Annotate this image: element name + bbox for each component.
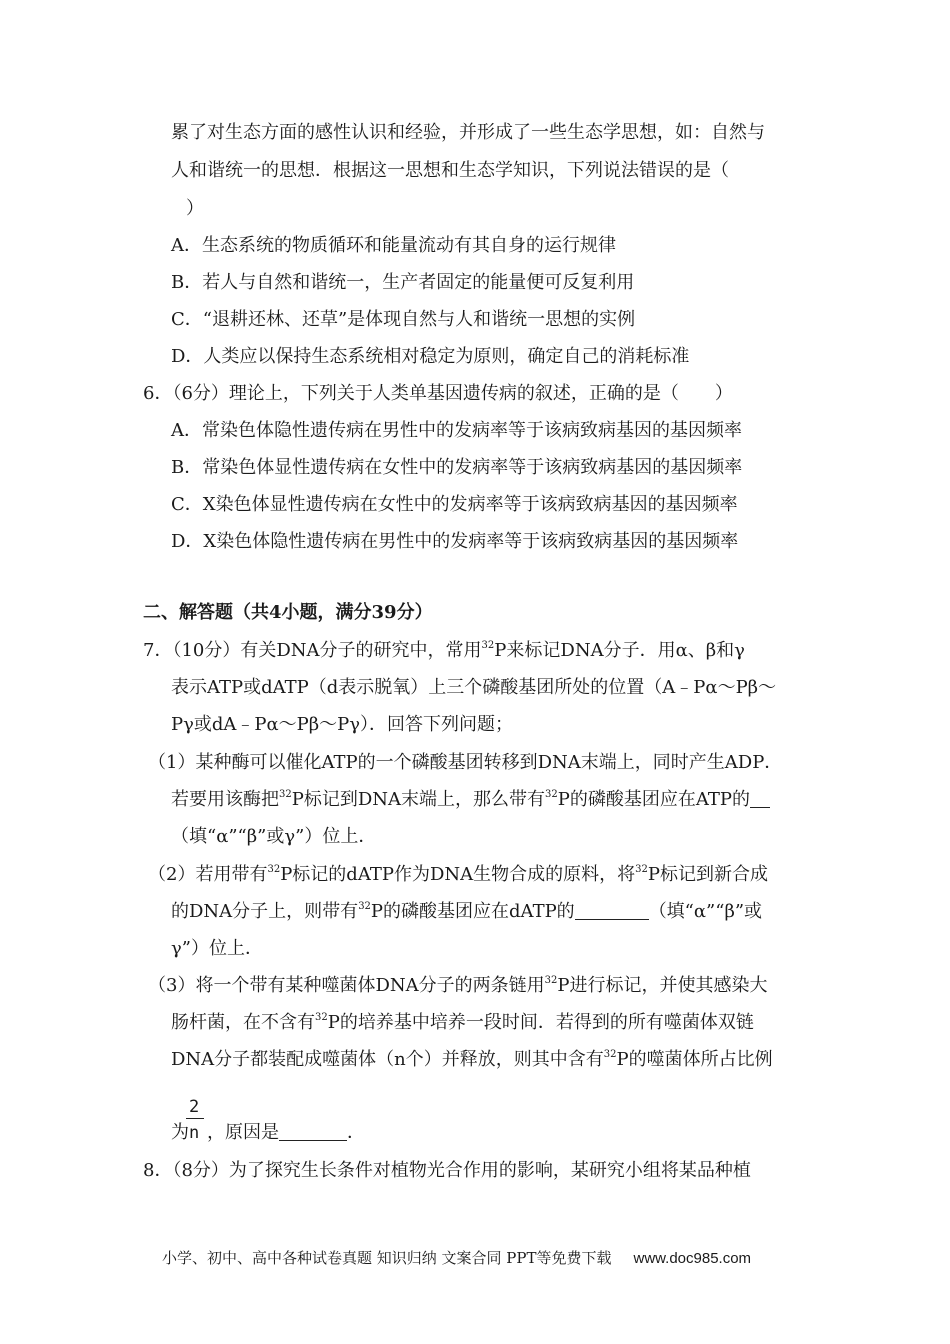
q5-option-a: A．生态系统的物质循环和能量流动有其自身的运行规律: [171, 235, 616, 256]
q7-part2-line-1: （2）若用带有$^{32}$P标记的dATP作为DNA生物合成的原料，将$^{32}$P标记到新合成: [148, 864, 768, 885]
q6-stem: 6．（6分）理论上，下列关于人类单基因遗传病的叙述，正确的是（ ）: [143, 383, 733, 404]
footer-url[interactable]: www.doc985.com: [633, 1250, 752, 1267]
fraction-numerator: 2: [189, 1097, 200, 1117]
q7-part3-line-1: （3）将一个带有某种噬菌体DNA分子的两条链用$^{32}$P进行标记，并使其感染大: [148, 975, 768, 996]
q5-option-d: D．人类应以保持生态系统相对稳定为原则，确定自己的消耗标准: [171, 346, 690, 367]
q7-stem-line-3: Pγ或dA﹣Pα～Pβ～Pγ）．回答下列问题；: [171, 714, 514, 735]
q7-stem-line-2: 表示ATP或dATP（d表示脱氧）上三个磷酸基团所处的位置（A﹣Pα～Pβ～: [171, 677, 777, 698]
q8-stem-line-1: 8．（8分）为了探究生长条件对植物光合作用的影响，某研究小组将某品种植: [143, 1160, 751, 1181]
page-footer: [162, 1247, 751, 1268]
q7-part1-line-1: （1）某种酶可以催化ATP的一个磷酸基团转移到DNA末端上，同时产生ADP．: [148, 752, 783, 773]
fraction-denominator: n: [189, 1123, 200, 1143]
q6-option-c: C．X染色体显性遗传病在女性中的发病率等于该病致病基因的基因频率: [171, 494, 738, 515]
q5-stem-line-1: 累了对生态方面的感性认识和经验，并形成了一些生态学思想，如：自然与: [171, 122, 765, 143]
q7-part3-line-4: 为n ，原因是 ．: [171, 1122, 365, 1143]
section-heading: 二、解答题（共4小题，满分39分）: [143, 602, 433, 623]
q7-part2-line-2: 的DNA分子上，则带有$^{32}$P的磷酸基团应在dATP的 （填“α”“β”或: [171, 901, 763, 922]
q7-part3-line-2: 肠杆菌，在不含有$^{32}$P的培养基中培养一段时间．若得到的所有噬菌体双链: [171, 1012, 754, 1033]
q5-option-b: B．若人与自然和谐统一，生产者固定的能量便可反复利用: [171, 272, 635, 293]
q7-part2-line-3: γ”）位上．: [171, 938, 263, 959]
q6-option-b: B．常染色体显性遗传病在女性中的发病率等于该病致病基因的基因频率: [171, 457, 743, 478]
answer-blank: [279, 1124, 347, 1141]
q5-option-c: C．“退耕还林、还草”是体现自然与人和谐统一思想的实例: [171, 309, 636, 330]
footer-text: 小学、初中、高中各种试卷真题 知识归纳 文案合同 PPT等免费下载: [162, 1249, 612, 1267]
answer-blank: [750, 791, 770, 808]
answer-blank: [575, 903, 649, 920]
q6-option-a: A．常染色体隐性遗传病在男性中的发病率等于该病致病基因的基因频率: [171, 420, 742, 441]
q5-stem-line-2: 人和谐统一的思想．根据这一思想和生态学知识，下列说法错误的是（: [171, 160, 729, 181]
q6-option-d: D．X染色体隐性遗传病在男性中的发病率等于该病致病基因的基因频率: [171, 531, 739, 552]
q7-part1-line-2: 若要用该酶把$^{32}$P标记到DNA末端上，那么带有$^{32}$P的磷酸基团应在ATP的: [171, 788, 770, 812]
q7-part3-line-3: DNA分子都装配成噬菌体（n个）并释放，则其中含有$^{32}$P的噬菌体所占比例: [171, 1049, 773, 1070]
q5-stem-line-3: ）: [186, 198, 204, 219]
q7-part1-line-3: （填“α”“β”或γ”）位上．: [171, 826, 377, 847]
q7-stem-line-1: 7．（10分）有关DNA分子的研究中，常用$^{32}$P来标记DNA分子．用α、β和γ: [143, 640, 745, 661]
fraction-bar: [186, 1118, 204, 1119]
